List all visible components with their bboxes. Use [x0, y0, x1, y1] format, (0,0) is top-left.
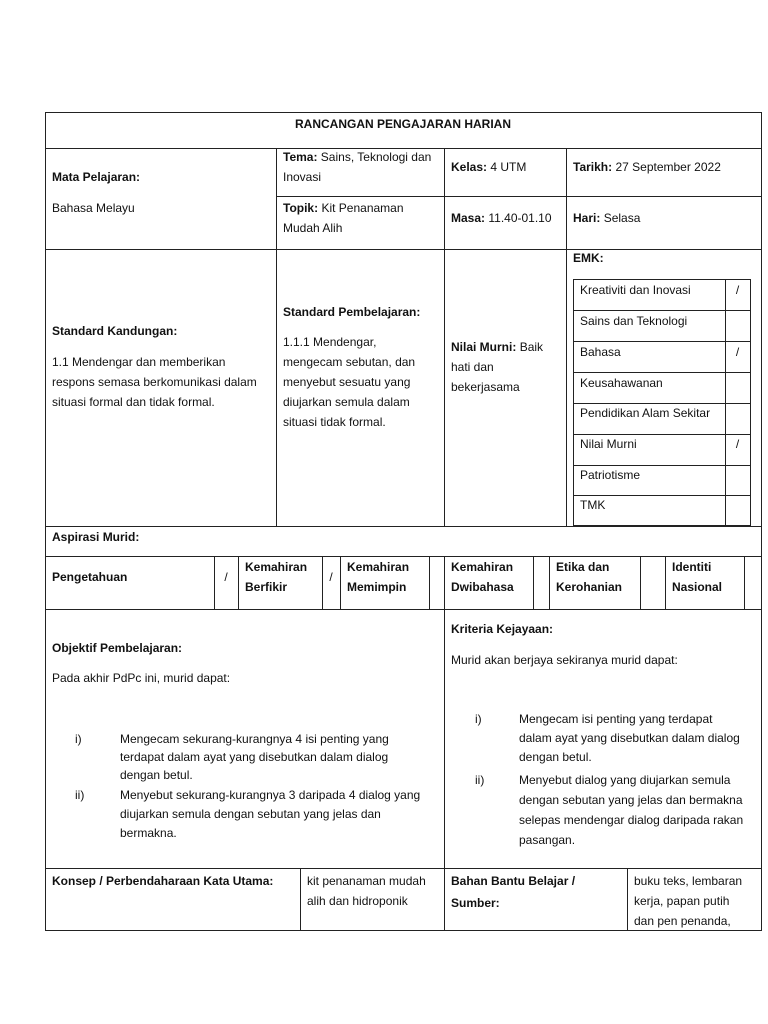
subject-label: Mata Pelajaran:: [52, 170, 141, 184]
kriteria-line: dengan betul.: [519, 750, 592, 764]
emk-check: /: [735, 283, 740, 297]
bahan-value-line: kerja, papan putih: [634, 894, 730, 908]
objektif-number: ii): [75, 788, 85, 802]
nilai-murni-field: [451, 337, 543, 357]
kriteria-line: Menyebut dialog yang diujarkan semula: [519, 773, 731, 787]
tema-label: Tema:: [283, 150, 318, 164]
standard-kandungan-line: respons semasa berkomunikasi dalam: [52, 375, 257, 389]
bahan-label: Bahan Bantu Belajar /: [451, 874, 576, 888]
standard-pembelajaran-line: mengecam sebutan, dan: [283, 355, 416, 369]
emk-label: EMK:: [573, 251, 604, 265]
aspirasi-item: Pengetahuan: [52, 570, 128, 584]
tema-value-line2: Inovasi: [283, 170, 322, 184]
kriteria-line: dalam ayat yang disebutkan dalam dialog: [519, 731, 740, 745]
objektif-number: i): [75, 732, 82, 746]
emk-check: /: [735, 345, 740, 359]
tema-value-line1: Sains, Teknologi dan: [320, 150, 432, 164]
standard-pembelajaran-line: 1.1.1 Mendengar,: [283, 335, 377, 349]
aspirasi-item: Identiti: [672, 560, 712, 574]
emk-item: Kreativiti dan Inovasi: [580, 283, 691, 297]
emk-item: Pendidikan Alam Sekitar: [580, 406, 711, 420]
masa-label: Masa:: [451, 211, 486, 225]
nilai-murni-line: Baik: [519, 340, 544, 354]
kriteria-line: dengan sebutan yang jelas dan bermakna: [519, 793, 743, 807]
aspirasi-label: Aspirasi Murid:: [52, 530, 140, 544]
objektif-line: dengan betul.: [120, 768, 193, 782]
hari-value: Selasa: [603, 211, 641, 225]
kriteria-intro: Murid akan berjaya sekiranya murid dapat:: [451, 653, 678, 667]
emk-check: /: [735, 437, 740, 451]
masa-value: 11.40-01.10: [488, 211, 552, 225]
objektif-line: Mengecam sekurang-kurangnya 4 isi penting yang: [120, 732, 389, 746]
objektif-line: bermakna.: [120, 826, 177, 840]
topik-label: Topik:: [283, 201, 319, 215]
tarikh-value: 27 September 2022: [615, 160, 721, 174]
masa-field: [451, 208, 552, 228]
hari-field: [573, 208, 640, 228]
aspirasi-item: Kemahiran: [245, 560, 308, 574]
emk-item: Keusahawanan: [580, 376, 663, 390]
standard-kandungan-line: 1.1 Mendengar dan memberikan: [52, 355, 226, 369]
konsep-label: Konsep / Perbendaharaan Kata Utama:: [52, 874, 274, 888]
aspirasi-item: Kemahiran: [451, 560, 514, 574]
emk-item: Bahasa: [580, 345, 621, 359]
objektif-intro: Pada akhir PdPc ini, murid dapat:: [52, 671, 231, 685]
bahan-value-line: buku teks, lembaran: [634, 874, 743, 888]
topik-value-line2: Mudah Alih: [283, 221, 343, 235]
konsep-value-line: kit penanaman mudah: [307, 874, 426, 888]
standard-pembelajaran-label: Standard Pembelajaran:: [283, 305, 421, 319]
kelas-label: Kelas:: [451, 160, 488, 174]
tarikh-label: Tarikh:: [573, 160, 613, 174]
emk-item: TMK: [580, 498, 606, 512]
hari-label: Hari:: [573, 211, 601, 225]
kriteria-line: Mengecam isi penting yang terdapat: [519, 712, 713, 726]
aspirasi-item: Nasional: [672, 580, 723, 594]
topik-field: [283, 198, 404, 218]
standard-kandungan-line: situasi formal dan tidak formal.: [52, 395, 215, 409]
nilai-murni-line: hati dan: [451, 360, 494, 374]
standard-pembelajaran-line: menyebut sesuatu yang: [283, 375, 411, 389]
kelas-field: [451, 157, 526, 177]
standard-kandungan-label: Standard Kandungan:: [52, 324, 178, 338]
tarikh-field: [573, 157, 721, 177]
objektif-line: diujarkan semula dengan sebutan yang jelas dan: [120, 807, 381, 821]
kriteria-number: ii): [475, 773, 485, 787]
standard-pembelajaran-line: diujarkan semula dalam: [283, 395, 410, 409]
bahan-label: Sumber:: [451, 896, 500, 910]
aspirasi-item: Berfikir: [245, 580, 288, 594]
kriteria-line: pasangan.: [519, 833, 576, 847]
aspirasi-item: Kerohanian: [556, 580, 623, 594]
standard-pembelajaran-line: situasi tidak formal.: [283, 415, 386, 429]
kelas-value: 4 UTM: [490, 160, 527, 174]
nilai-murni-line: bekerjasama: [451, 380, 520, 394]
subject-value: Bahasa Melayu: [52, 201, 135, 215]
aspirasi-item: Dwibahasa: [451, 580, 514, 594]
objektif-line: Menyebut sekurang-kurangnya 3 daripada 4 dialog yang: [120, 788, 421, 802]
aspirasi-item: Etika dan: [556, 560, 610, 574]
konsep-value-line: alih dan hidroponik: [307, 894, 408, 908]
topik-value-line1: Kit Penanaman: [321, 201, 404, 215]
aspirasi-check: /: [329, 570, 333, 584]
emk-item: Patriotisme: [580, 468, 641, 482]
kriteria-label: Kriteria Kejayaan:: [451, 622, 554, 636]
aspirasi-check: /: [224, 570, 228, 584]
page-title: RANCANGAN PENGAJARAN HARIAN: [294, 117, 511, 131]
objektif-label: Objektif Pembelajaran:: [52, 641, 183, 655]
tema-field: [283, 147, 431, 167]
emk-item: Sains dan Teknologi: [580, 314, 688, 328]
bahan-value-line: dan pen penanda,: [634, 914, 731, 928]
aspirasi-item: Memimpin: [347, 580, 407, 594]
kriteria-number: i): [475, 712, 482, 726]
aspirasi-item: Kemahiran: [347, 560, 410, 574]
objektif-line: terdapat dalam ayat yang disebutkan dalam dialog: [120, 750, 389, 764]
kriteria-line: selepas mendengar dialog daripada rakan: [519, 813, 744, 827]
nilai-murni-label: Nilai Murni:: [451, 340, 517, 354]
emk-item: Nilai Murni: [580, 437, 637, 451]
